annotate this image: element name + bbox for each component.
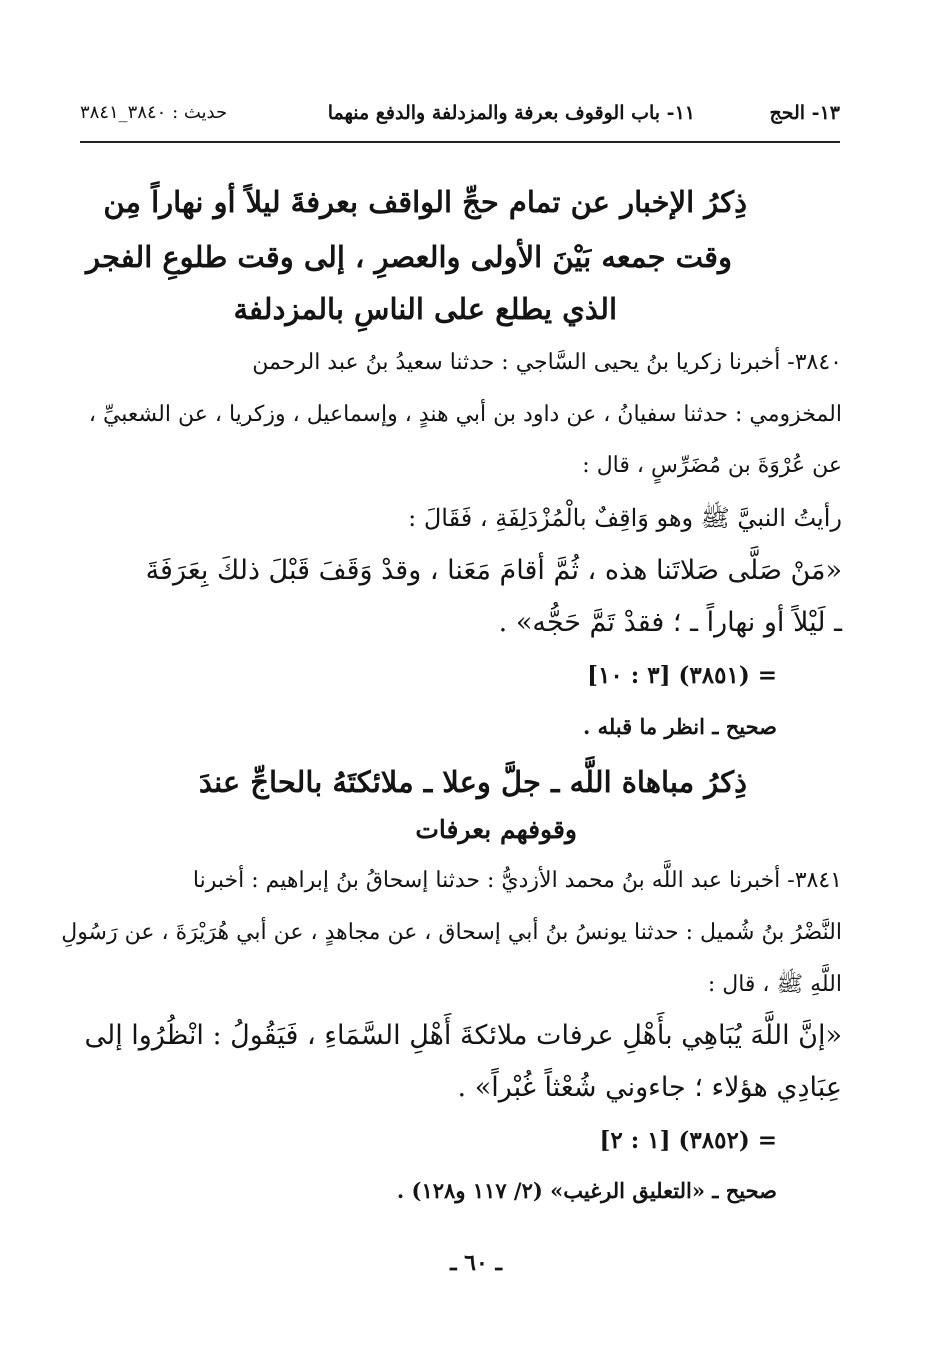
section1-heading-line-3: الذي يطلع على الناسِ بالمزدلفة	[233, 292, 617, 326]
hadith-3840-reference: = (٣٨٥١) [٣ : ١٠]	[587, 662, 777, 689]
hadith-3840-text-line-1: «مَنْ صَلَّى صَلاتَنا هذه ، ثُمَّ أقامَ مَعَنا ، وقدْ وَقَفَ قَبْلَ ذلكَ بِعَرَفَةَ	[145, 555, 842, 586]
section1-heading-line-2: وقت جمعه بَيْنَ الأولى والعصرِ ، إلى وقت طلوعِ الفجر	[85, 240, 732, 274]
section2-heading-line-2: وقوفهم بعرفات	[415, 815, 577, 844]
hadith-3841-isnad-line-3: اللَّهِ ﷺ ، قال :	[707, 972, 842, 997]
hadith-3840-isnad-line-2: المخزومي : حدثنا سفيانُ ، عن داود بن أبي هندٍ ، وإسماعيل ، وزكريا ، عن الشعبيِّ ،	[88, 402, 842, 427]
section2-heading-line-1: ذِكرُ مباهاة اللَّه ـ جلَّ وعلا ـ ملائكتَهُ بالحاجِّ عندَ	[198, 765, 747, 799]
hadith-3840-isnad-line-1: ٣٨٤٠- أخبرنا زكريا بنُ يحيى السَّاجي : حدثنا سعيدُ بنُ عبد الرحمن	[252, 350, 842, 375]
hadith-3841-text-line-2: عِبَادِي هؤلاء ؛ جاءوني شُعْثاً غُبْراً» .	[457, 1072, 842, 1103]
running-header	[80, 98, 840, 138]
chapter-title: ١٣- الحج	[769, 102, 840, 124]
hadith-range: حديث : ٣٨٤٠_٣٨٤١	[80, 102, 228, 123]
header-divider	[80, 141, 840, 143]
section-title: ١١- باب الوقوف بعرفة والمزدلفة والدفع منهما	[327, 102, 695, 124]
hadith-3840-grade: صحيح ـ انظر ما قبله .	[582, 714, 777, 739]
hadith-3841-text-line-1: «إنَّ اللَّهَ يُبَاهِي بأَهْلِ عرفات ملائكةَ أَهْلِ السَّمَاءِ ، فَيَقُولُ : انْظُرُوا إلى	[84, 1020, 842, 1051]
hadith-3840-narration: رأيتُ النبيَّ ﷺ وهو وَاقِفٌ بالْمُزْدَلِفَةِ ، فَقَالَ :	[408, 504, 842, 532]
hadith-3841-reference: = (٣٨٥٢) [١ : ٢]	[599, 1127, 777, 1154]
hadith-3840-isnad-line-3: عن عُرْوَةَ بن مُضَرِّسٍ ، قال :	[582, 453, 842, 478]
page-number: ـ ٦٠ ـ	[450, 1250, 502, 1276]
hadith-3841-grade: صحيح ـ «التعليق الرغيب» (٢/ ١١٧ و١٢٨) .	[396, 1178, 777, 1203]
hadith-3841-isnad-line-2: النَّضْرُ بنُ شُميل : حدثنا يونسُ بنُ أبي إسحاق ، عن مجاهدٍ ، عن أبي هُرَيْرَةَ ، عن رَسُولِ	[61, 920, 842, 945]
hadith-3840-text-line-2: ـ لَيْلاً أو نهاراً ـ ؛ فقدْ تَمَّ حَجُّه» .	[498, 607, 842, 638]
hadith-3841-isnad-line-1: ٣٨٤١- أخبرنا عبد اللَّه بنُ محمد الأزديُّ : حدثنا إسحاقُ بنُ إبراهيم : أخبرنا	[192, 868, 842, 893]
section1-heading-line-1: ذِكرُ الإخبار عن تمام حجِّ الواقف بعرفةَ ليلاً أو نهاراً مِن	[103, 185, 747, 219]
